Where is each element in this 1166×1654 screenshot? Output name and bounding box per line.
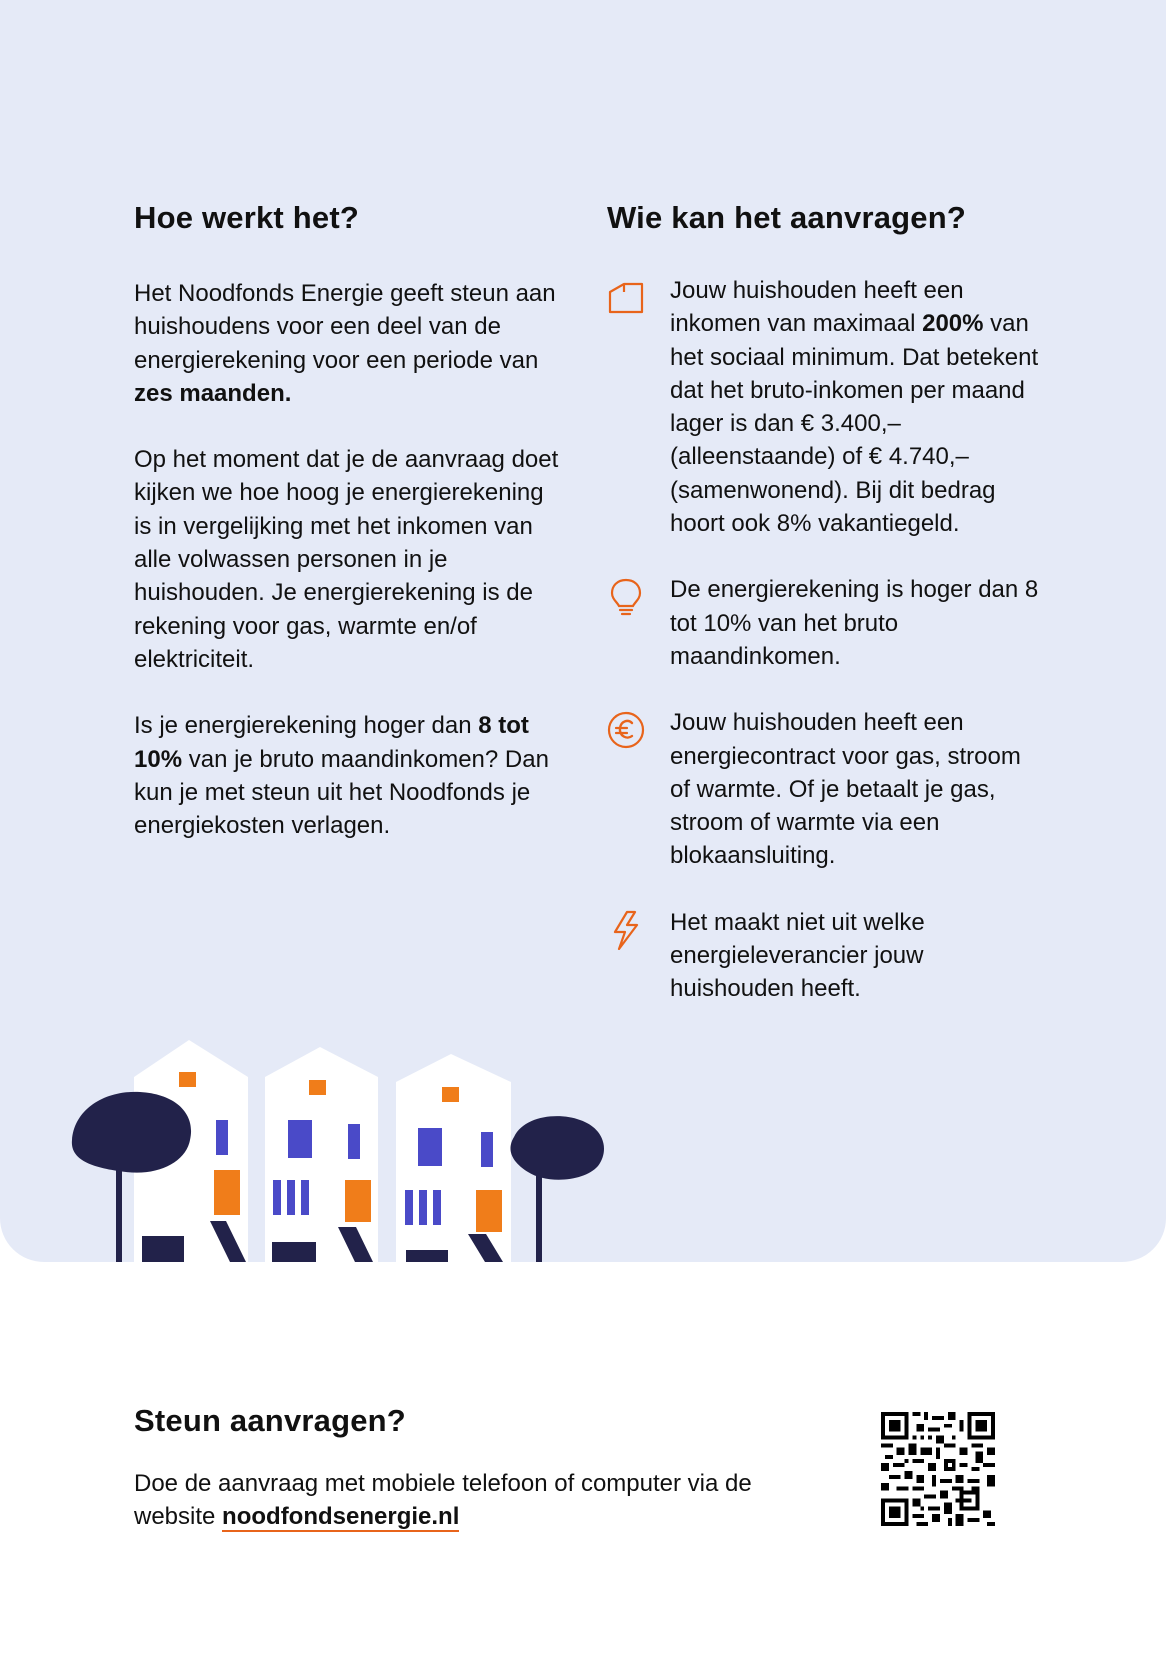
how-it-works-section — [134, 200, 564, 842]
eligibility-item-income: Jouw huishouden heeft een inkomen van maximaal 200% van het sociaal minimum. Dat betekent dat het bruto-inkomen per maand lager is dan € 3.400,– (alleenstaande) of € 4.740,– (samenwonend). Bij dit bedrag hoort ook 8% vakantiegeld. — [607, 274, 1047, 540]
eligibility-heading: Wie kan het aanvragen? — [607, 200, 967, 235]
houses-illustration — [68, 1032, 608, 1262]
house-icon — [607, 278, 645, 318]
how-it-works-heading: Hoe werkt het? — [134, 200, 360, 235]
intro-paragraph: Het Noodfonds Energie geeft steun aan huishoudens voor een deel van de energierekening voor een periode van zes maanden. — [134, 280, 556, 407]
eligibility-list — [607, 274, 1047, 1006]
lightbulb-icon — [607, 577, 645, 617]
apply-text: Doe de aanvraag met mobiele telefoon of computer via de website noodfondsenergie.nl — [134, 1470, 752, 1531]
eligibility-item-contract: Jouw huishouden heeft een energiecontract voor gas, stroom of warmte. Of je betaalt je gas, stroom of warmte via een blokaansluiting. — [607, 706, 1047, 872]
threshold-paragraph: Is je energierekening hoger dan 8 tot 10% van je bruto maandinkomen? Dan kun je met steun uit het Noodfonds je energiekosten verlagen. — [134, 712, 549, 840]
euro-icon — [607, 710, 645, 750]
lightning-icon — [607, 910, 645, 950]
eligibility-section — [607, 200, 1047, 1003]
apply-heading: Steun aanvragen? — [134, 1403, 406, 1438]
apply-section — [134, 1403, 834, 1534]
eligibility-item-supplier: Het maakt niet uit welke energieleverancier jouw huishouden heeft. — [607, 906, 1047, 1006]
website-link[interactable]: noodfondsenergie.nl — [222, 1503, 460, 1531]
eligibility-item-bill: De energierekening is hoger dan 8 tot 10% van het bruto maandinkomen. — [607, 573, 1047, 673]
qr-code[interactable] — [881, 1412, 995, 1526]
assessment-paragraph: Op het moment dat je de aanvraag doet kijken we hoe hoog je energierekening is in vergelijking met het inkomen van alle volwassen personen in je huishouden. Je energierekening is de rekening voor gas, warmte en/of elektriciteit. — [134, 446, 559, 673]
